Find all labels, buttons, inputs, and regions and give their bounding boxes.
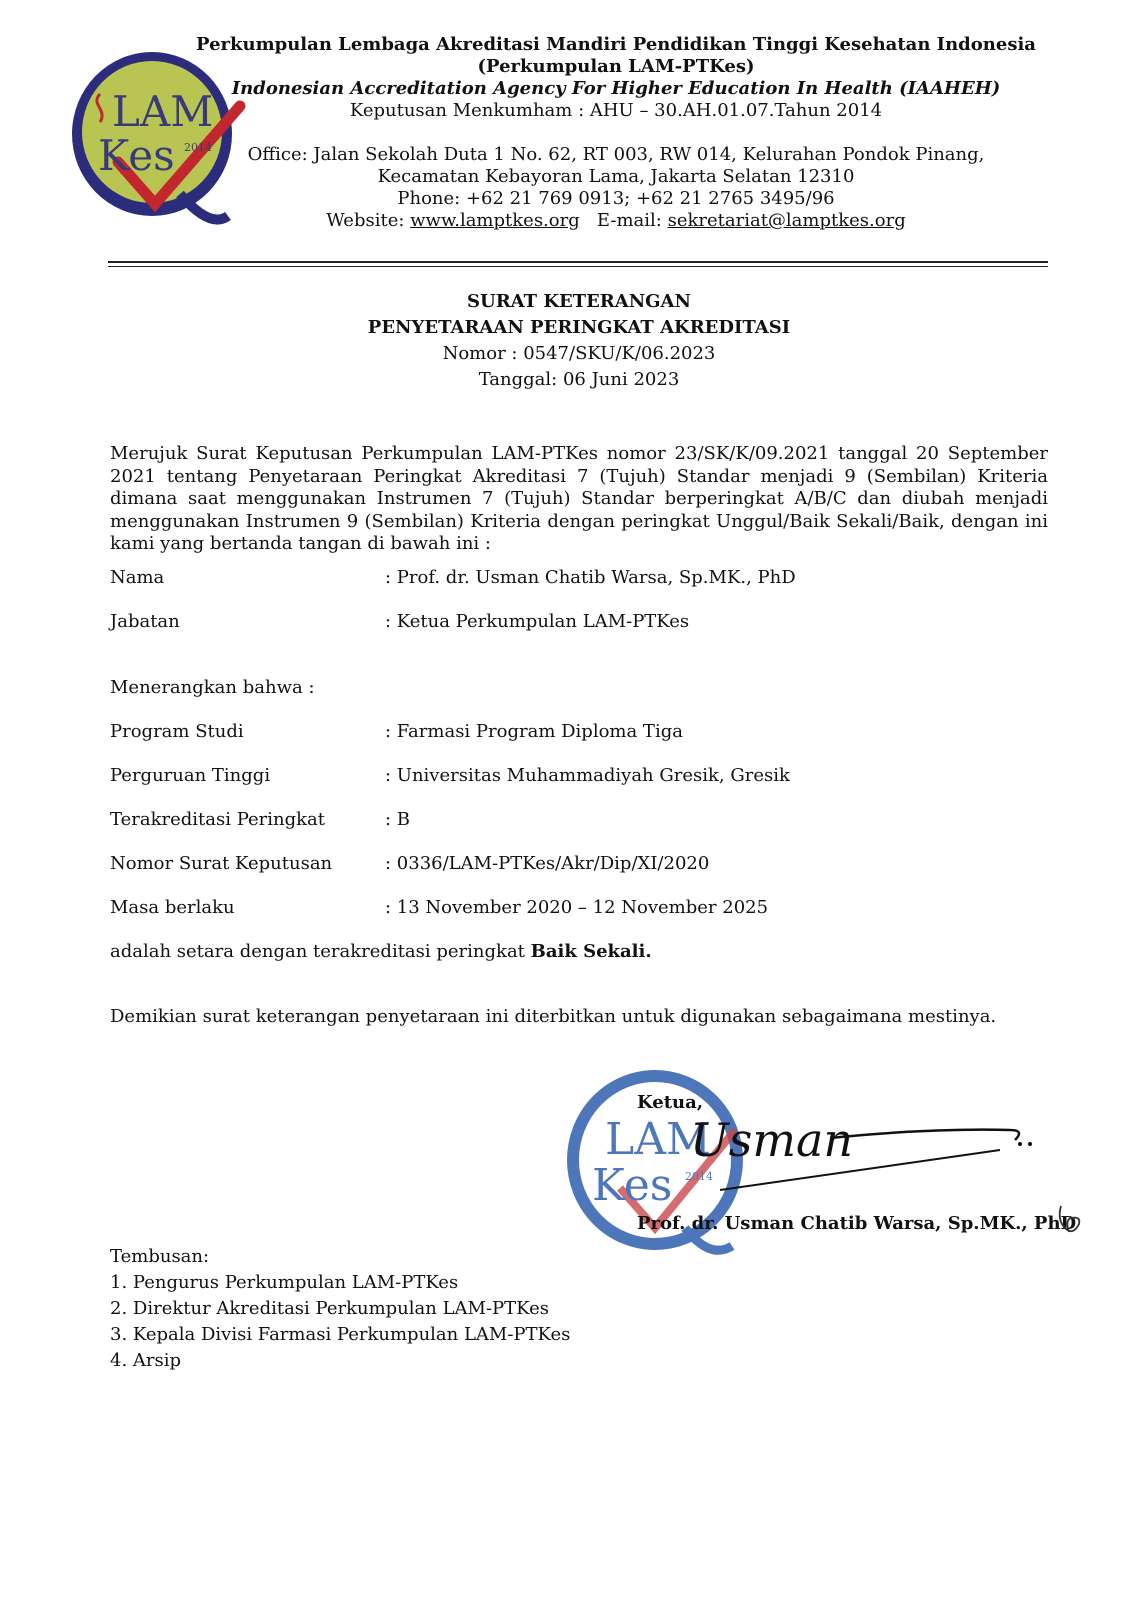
field-label-perguruan-tinggi: Perguruan Tinggi [110, 765, 271, 786]
header-divider-thick [108, 261, 1048, 263]
svg-text:LAM: LAM [605, 1114, 712, 1165]
cc-heading: Tembusan: [110, 1246, 210, 1267]
svg-text:Kes: Kes [98, 131, 175, 180]
org-short-name: (Perkumpulan LAM-PTKes) [477, 56, 755, 77]
field-label-nama: Nama [110, 567, 165, 588]
header-divider-thin [108, 266, 1048, 267]
svg-text:Usman: Usman [690, 1113, 854, 1167]
field-label-jabatan: Jabatan [110, 611, 180, 632]
paraf-initial-mark [1055, 1202, 1085, 1238]
svg-text:LAM: LAM [112, 87, 214, 136]
email-link[interactable]: sekretariat@lamptkes.org [667, 210, 906, 231]
address-line-1: Office: Jalan Sekolah Duta 1 No. 62, RT 003, RW 014, Kelurahan Pondok Pinang, [247, 144, 985, 165]
document-title: SURAT KETERANGAN [467, 291, 691, 312]
explains-text: Menerangkan bahwa : [110, 677, 315, 698]
signer-role: Ketua, [637, 1092, 704, 1113]
phone-line: Phone: +62 21 769 0913; +62 21 2765 3495/96 [397, 188, 835, 209]
address-line-2: Kecamatan Kebayoran Lama, Jakarta Selatan 12310 [377, 166, 855, 187]
field-value-program-studi: : Farmasi Program Diploma Tiga [385, 721, 683, 742]
org-name: Perkumpulan Lembaga Akreditasi Mandiri Pendidikan Tinggi Kesehatan Indonesia [196, 34, 1036, 55]
field-label-peringkat: Terakreditasi Peringkat [110, 809, 326, 830]
website-label: Website: [326, 210, 411, 231]
org-english-name: Indonesian Accreditation Agency For Higher Education In Health (IAAHEH) [231, 78, 1001, 99]
cc-item: 1. Pengurus Perkumpulan LAM-PTKes [110, 1272, 459, 1293]
handwritten-signature [680, 1100, 1060, 1220]
field-value-masa-berlaku: : 13 November 2020 – 12 November 2025 [385, 897, 769, 918]
equivalence-prefix: adalah setara dengan terakreditasi peringkat [110, 941, 531, 962]
cc-item: 4. Arsip [110, 1350, 182, 1371]
field-value-jabatan: : Ketua Perkumpulan LAM-PTKes [385, 611, 690, 632]
decree-number: Keputusan Menkumham : AHU – 30.AH.01.07.Tahun 2014 [349, 100, 883, 121]
field-value-perguruan-tinggi: : Universitas Muhammadiyah Gresik, Gresik [385, 765, 790, 786]
cc-item: 3. Kepala Divisi Farmasi Perkumpulan LAM-PTKes [110, 1324, 571, 1345]
field-value-peringkat: : B [385, 809, 411, 830]
field-label-masa-berlaku: Masa berlaku [110, 897, 235, 918]
email-label: E-mail: [596, 210, 668, 231]
closing-statement: Demikian surat keterangan penyetaraan ini diterbitkan untuk digunakan sebagaimana mestinya. [110, 1006, 997, 1027]
document-number: Nomor : 0547/SKU/K/06.2023 [442, 343, 716, 364]
website-link[interactable]: www.lamptkes.org [410, 210, 580, 231]
document-date: Tanggal: 06 Juni 2023 [478, 369, 680, 390]
field-label-program-studi: Program Studi [110, 721, 244, 742]
intro-paragraph: Merujuk Surat Keputusan Perkumpulan LAM-PTKes nomor 23/SK/K/09.2021 tanggal 20 September 2021 tentang Penyetaraan Peringkat Akreditasi 7 (Tujuh) Standar menjadi 9 (Sembilan) Kriteria dimana saat menggunakan Instrumen 7 (Tujuh) Standar berperingkat A/B/C dan diubah menjadi menggunakan Instrumen 9 (Sembilan) Kriteria dengan peringkat Unggul/Baik Sekali/Baik, dengan ini kami yang bertanda tangan di bawah ini : [110, 443, 1048, 554]
field-label-nomor-sk: Nomor Surat Keputusan [110, 853, 333, 874]
cc-item: 2. Direktur Akreditasi Perkumpulan LAM-PTKes [110, 1298, 550, 1319]
signer-name: Prof. dr. Usman Chatib Warsa, Sp.MK., PhD [637, 1213, 1077, 1234]
field-value-nama: : Prof. dr. Usman Chatib Warsa, Sp.MK., PhD [385, 567, 796, 588]
field-value-nomor-sk: : 0336/LAM-PTKes/Akr/Dip/XI/2020 [385, 853, 710, 874]
equivalent-grade: Baik Sekali. [530, 941, 652, 962]
svg-text:2014: 2014 [685, 1170, 713, 1183]
contact-line [0, 210, 1132, 232]
svg-text:Kes: Kes [592, 1160, 673, 1211]
equivalence-statement [110, 940, 652, 964]
svg-text:2014: 2014 [184, 141, 212, 154]
document-subtitle: PENYETARAAN PERINGKAT AKREDITASI [367, 317, 791, 338]
